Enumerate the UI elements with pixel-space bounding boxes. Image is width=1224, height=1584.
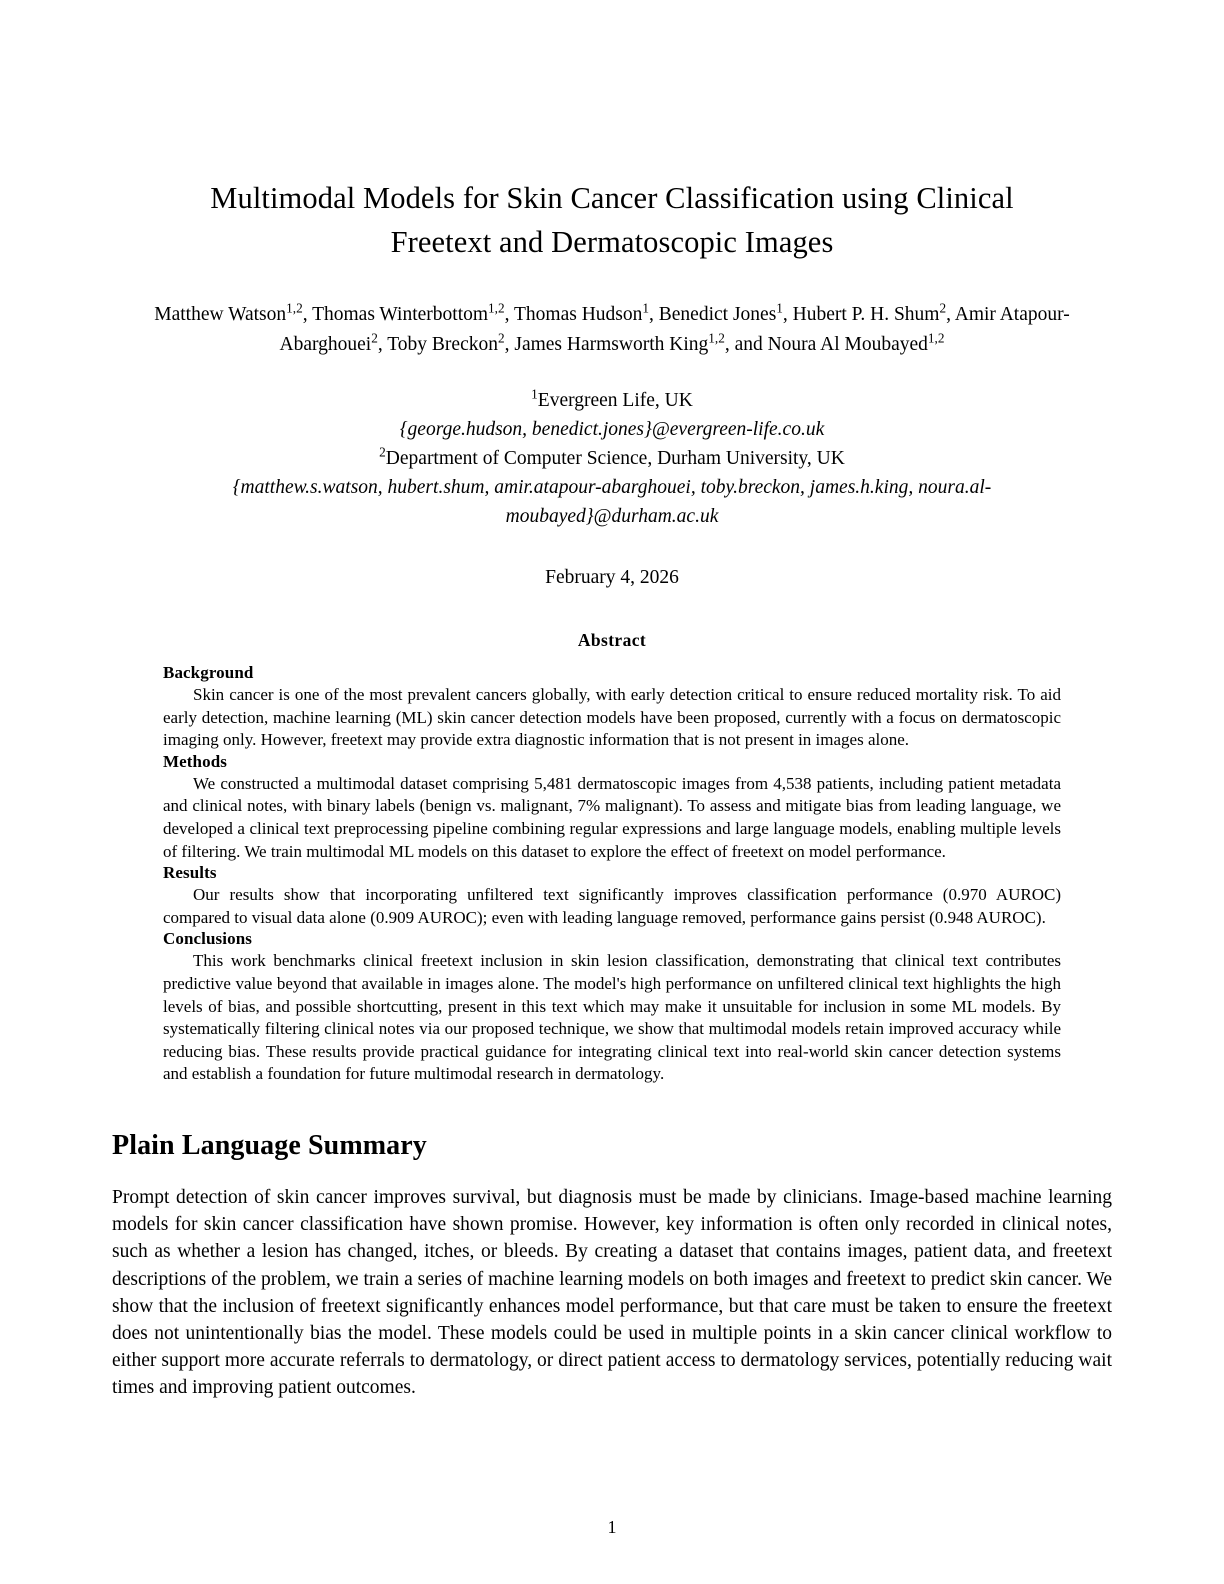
abstract-subsection-background — [163, 663, 1061, 752]
plain-language-summary-section — [112, 1130, 1112, 1402]
title-block — [0, 0, 1224, 264]
abstract-subheading-conclusions: Conclusions — [163, 929, 252, 949]
plain-language-summary-text: Prompt detection of skin cancer improves survival, but diagnosis must be made by clinicians. Image-based machine learning models for skin cancer classification have shown promise. However, key information is often only recorded in clinical notes, such as whether a lesion has changed, itches, or bleeds. By creating a dataset that contains images, patient data, and freetext descriptions of the problem, we train a series of machine learning models on both images and freetext to predict skin cancer. We show that the inclusion of freetext significantly enhances model performance, but that care must be taken to ensure the freetext does not unintentionally bias the model. These models could be used in multiple points in a skin cancer clinical workflow to either support more accurate referrals to dermatology, or direct patient access to dermatology services, potentially reducing wait times and improving patient outcomes. — [112, 1186, 1112, 1399]
abstract-subheading-background: Background — [163, 663, 254, 682]
affiliation-marker-1: 1 — [531, 386, 538, 402]
affiliation-email-1: {george.hudson, benedict.jones}@evergreen-life.co.uk — [399, 419, 825, 440]
abstract-section — [163, 630, 1061, 1086]
abstract-text-methods: We constructed a multimodal dataset comprising 5,481 dermatoscopic images from 4,538 patients, including patient metadata and clinical notes, with binary labels (benign vs. malignant, 7% malignant). To assess and mitigate bias from leading language, we developed a clinical text preprocessing pipeline combining regular expressions and large language models, enabling multiple levels of filtering. We train multimodal ML models on this dataset to explore the effect of freetext on model performance. — [163, 773, 1061, 861]
plain-language-summary-heading: Plain Language Summary — [112, 1129, 427, 1161]
abstract-text-results: Our results show that incorporating unfiltered text significantly improves classification performance (0.970 AUROC) compared to visual data alone (0.909 AUROC); even with leading language removed, performance gains persist (0.948 AUROC). — [163, 885, 1061, 927]
affiliation-name-2: Department of Computer Science, Durham University, UK — [385, 448, 845, 469]
affiliation-email-2: {matthew.s.watson, hubert.shum, amir.atapour-abarghouei, toby.breckon, james.h.king, noura.al-moubayed}@durham.ac.uk — [232, 477, 992, 527]
abstract-text-conclusions: This work benchmarks clinical freetext inclusion in skin lesion classification, demonstrating that clinical text contributes predictive value beyond that available in images alone. The model's high performance on unfiltered clinical text highlights the high levels of bias, and possible shortcutting, present in this text which may make it unsuitable for inclusion in some ML models. By systematically filtering clinical notes via our proposed technique, we show that multimodal models retain improved accuracy while reducing bias. These results provide practical guidance for integrating clinical text into real-world skin cancer detection systems and establish a foundation for future multimodal research in dermatology. — [163, 951, 1061, 1084]
affiliation-name-1: Evergreen Life, UK — [537, 390, 693, 411]
abstract-subsection-conclusions — [163, 929, 1061, 1086]
page-title: Multimodal Models for Skin Cancer Classification using Clinical Freetext and Dermatoscopic Images — [210, 181, 1014, 259]
abstract-text-background: Skin cancer is one of the most prevalent cancers globally, with early detection critical to ensure reduced mortality risk. To aid early detection, machine learning (ML) skin cancer detection models have been proposed, currently with a focus on dermatoscopic imaging only. However, freetext may provide extra diagnostic information that is not present in images alone. — [163, 685, 1061, 750]
page-number: 1 — [607, 1517, 617, 1537]
abstract-heading: Abstract — [577, 630, 647, 650]
publication-date: February 4, 2026 — [545, 567, 679, 588]
affiliation-block — [0, 386, 1224, 531]
abstract-subheading-methods: Methods — [163, 751, 227, 771]
affiliation-1 — [0, 386, 1224, 415]
affiliation-2 — [0, 444, 1224, 473]
abstract-subsection-results — [163, 863, 1061, 929]
author-list: Matthew Watson$^{1,2}$, Thomas Winterbottom$^{1,2}$, Thomas Hudson$^1$, Benedict Jones$^1$, Hubert P. H. Shum$^2$, Amir Atapour-Abarghouei$^2$, Toby Breckon$^2$, James Harmsworth King$^{1,2}$, and Noura Al Moubayed$^{1,2}$ — [154, 300, 1070, 355]
affiliation-marker-2: 2 — [379, 444, 386, 460]
abstract-subsection-methods — [163, 752, 1061, 863]
abstract-subheading-results: Results — [163, 863, 217, 883]
